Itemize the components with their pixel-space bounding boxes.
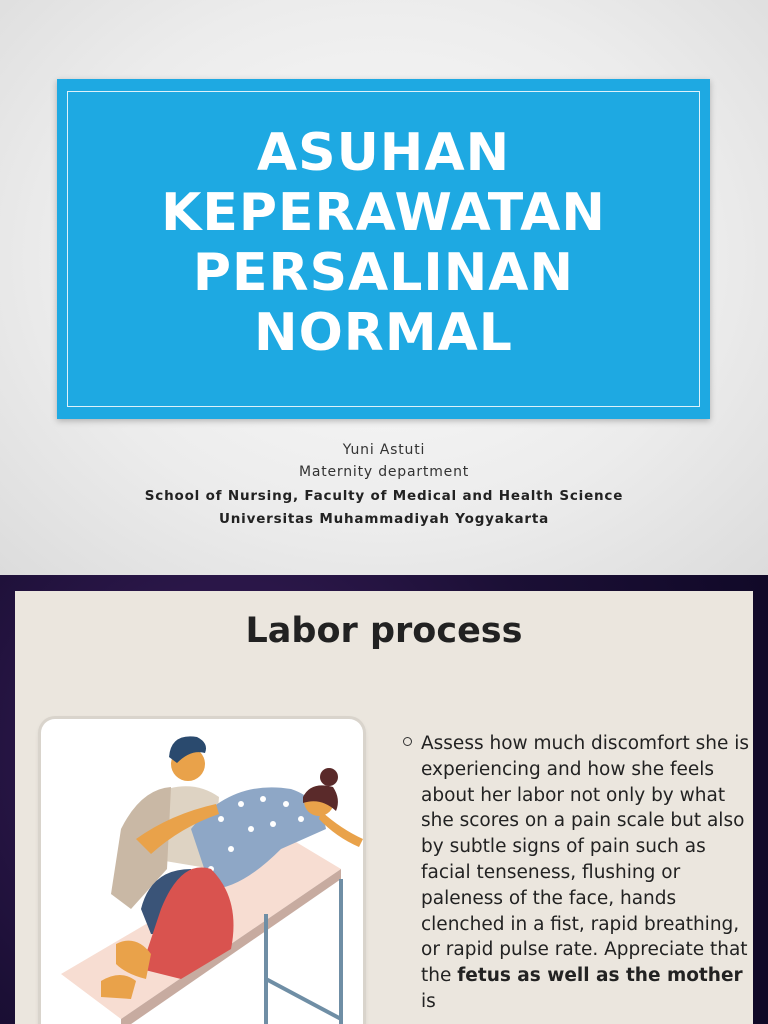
bullet-icon bbox=[403, 737, 412, 746]
school-name: School of Nursing, Faculty of Medical and Health Science bbox=[144, 488, 624, 504]
bullet-text-bold: fetus as well as the mother bbox=[457, 965, 743, 987]
slide-title: ASUHAN KEPERAWATAN PERSALINAN NORMAL bbox=[161, 123, 606, 363]
author-name: Yuni Astuti bbox=[342, 442, 426, 458]
bullet-text-part2: is bbox=[421, 990, 436, 1012]
department: Maternity department bbox=[298, 464, 470, 480]
university-name: Universitas Muhammadiyah Yogyakarta bbox=[219, 511, 549, 527]
title-box bbox=[57, 79, 710, 419]
content-panel bbox=[15, 591, 753, 1024]
labor-illustration bbox=[41, 719, 363, 1024]
bullet-text-part1: Assess how much discomfort she is experiencing and how she feels about her labor not only by what she scores on a pain scale but also by subtle signs of pain such as facial tenseness, flushing or paleness of the face, hands clenched in a fist, rapid breathing, or rapid pulse rate. Appreciate that the bbox=[421, 733, 750, 987]
labor-process-slide bbox=[0, 575, 768, 1024]
bullet-text bbox=[421, 731, 751, 1015]
slide-title: Labor process bbox=[245, 611, 523, 651]
labor-position-illustration bbox=[41, 719, 363, 1024]
